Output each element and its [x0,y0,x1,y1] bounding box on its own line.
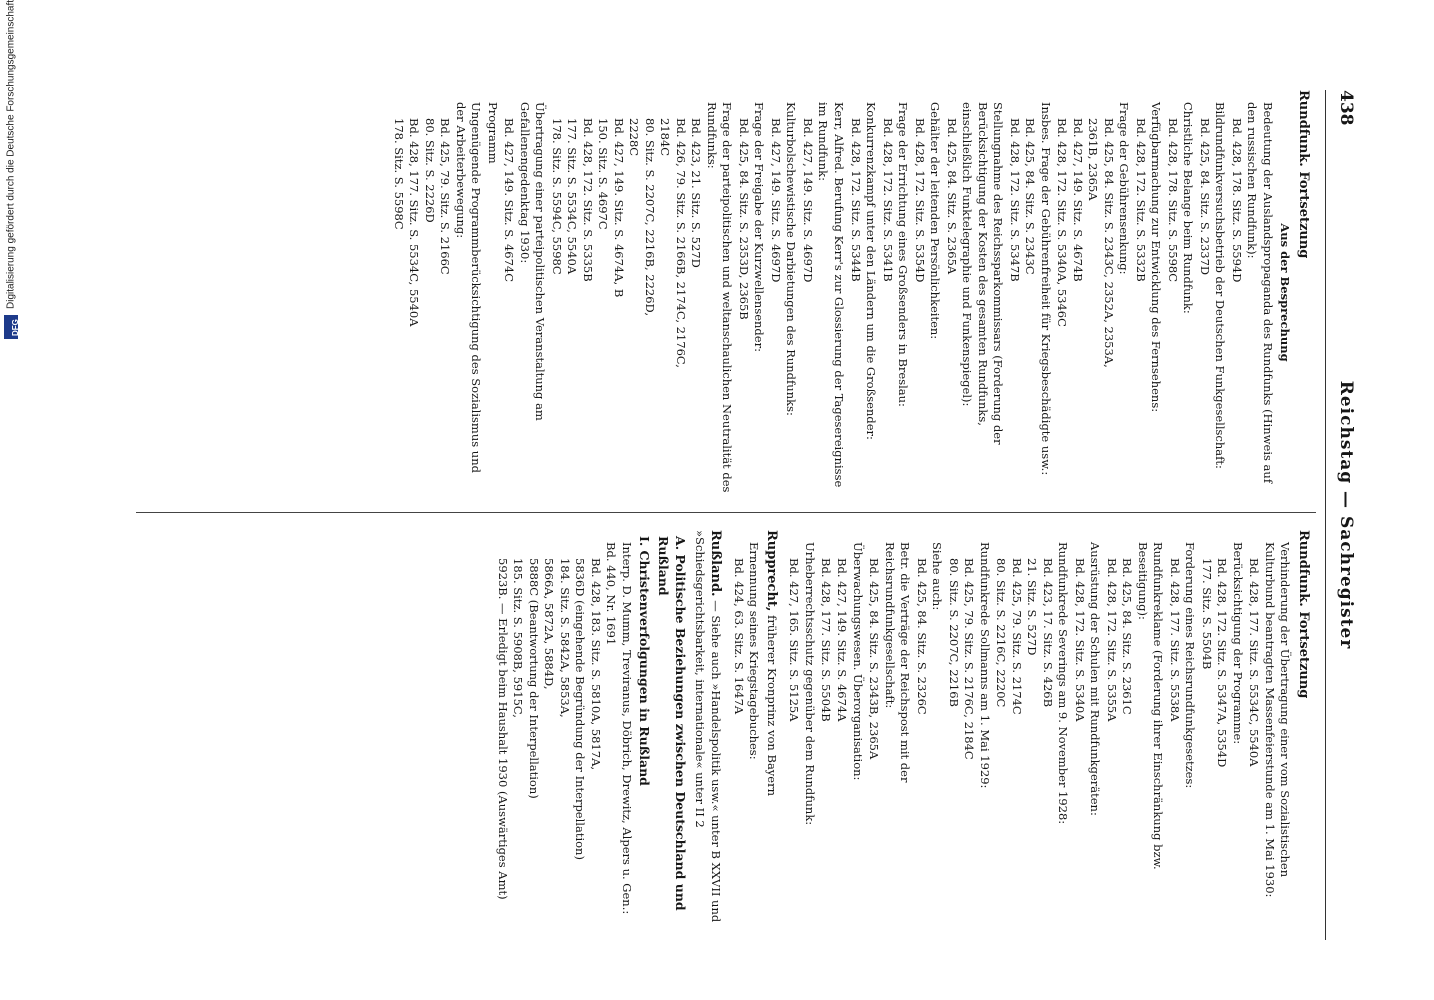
rupprecht-text: früherer Kronprinz von Bayern [764,615,779,797]
index-entry-refs: Bd. 427, 149. Sitz. S. 4674A Bd. 428, 177. Sitz. S. 5504B [819,558,850,722]
index-entry: Gehälter der leitenden Persönlichkeiten: [928,102,943,340]
index-entry-refs: Bd. 427, 149. Sitz. S. 4697D [768,118,783,283]
index-entry: Frage der Gebührensenkung: [1117,102,1132,275]
russland-heading: Rußland. [708,530,724,597]
index-entry-refs: Bd. 425, 84. Sitz. S. 2326C [914,558,929,715]
entry-heading-right: Rundfunk. Fortsetzung [1296,530,1311,699]
entry-heading: Rundfunk. Fortsetzung [1296,90,1311,259]
index-entry: Frage der Freigabe der Kurzwellensender: [752,102,767,352]
index-entry-refs: Bd. 428, 172. Sitz. S. 5332B [1133,118,1148,282]
page-header [1325,90,1360,940]
rupprecht-heading: Rupprecht, [763,530,779,612]
index-entry: Rundfunkreklame (Forderung ihrer Einschränkung bzw. Beseitigung): [1135,542,1166,870]
index-entry: Kulturbolschewistische Darbietungen des Rundfunks: [784,102,799,416]
index-entry: Programm [485,102,500,164]
index-entry-refs: Bd. 425, 79. Sitz. S. 2166C 80. Sitz. S. 2226D Bd. 428, 177. Sitz. S. 5534C, 5540A 178. Sitz. S. 5598C [391,118,453,327]
left-column [126,90,1316,495]
index-entry: Überwachungswesen. Überorganisation: [850,542,865,781]
section-a-heading: A. Politische Beziehungen zwischen Deutschland und Rußland [656,536,689,911]
index-entry-refs: Bd. 428, 172. Sitz. S. 5344B [848,118,863,282]
index-entry: Bildrundfunkversuchsbetrieb der Deutschen Funkgesellschaft: [1213,102,1228,469]
index-entry: Übertragung einer parteipolitischen Veranstaltung am Gefallenengedenktag 1930: [517,102,548,421]
index-entry-refs: Bd. 425, 84. Sitz. S. 2353D, 2365B [736,118,751,320]
section-i-heading: I. Christenverfolgungen in Rußland [636,536,652,786]
index-entry-refs: Bd. 423, 21. Sitz. S. 527D Bd. 426, 79. Sitz. S. 2166B, 2174C, 2176C, 2184C 80. Sitz. S. 2207C, 2216B, 2226D, 2228C Bd. 427, 149. Sitz. S. 4674A, B 150. Sitz. S. 4697C Bd. 428, 172. Sitz. S. 5335B 177. Sitz. S. 5534C, 5540A 178. Sitz. S. 5594C, 5598C [549,118,704,368]
index-entry-refs: Bd. 427, 149. Sitz. S. 4674C [502,118,517,283]
index-entry: Berücksichtigung der Programme: [1230,542,1245,745]
index-entry: Ungenügende Programmberücksichtigung des Sozialismus und der Arbeiterbewegung: [453,102,484,473]
left-items [390,90,1275,495]
index-entry: Verhinderung der Übertragung einer vom Sozialistischen Kulturbund beantragten Massenfeierstunde am 1. Mai 1930: [1262,542,1293,898]
index-entry: Forderung eines Reichsrundfunkgesetzes: [1183,542,1198,789]
index-entry-refs: Bd. 428, 178. Sitz. S. 5598C [1165,118,1180,283]
index-entry: Christliche Belange beim Rundfunk: [1181,102,1196,314]
index-entry-refs: Bd. 423, 17. Sitz. S. 426B 21. Sitz. S. 527D Bd. 425, 79. Sitz. S. 2174C 80. Sitz. S. 2216C, 2220C [994,558,1055,715]
right-column [126,530,1316,935]
dfg-logo: DFG [4,315,18,339]
index-entry-refs: Bd. 428, 172. Sitz. S. 5341B [880,118,895,282]
page-content [110,90,1360,940]
index-entry: Urheberrechtsschutz gegenüber dem Rundfunk: [802,542,817,826]
index-entry-refs: Bd. 428, 178. Sitz. S. 5594D [1229,118,1244,283]
index-entry: Stellungnahme des Reichssparkommissars (Forderung der Berücksichtigung der Kosten des gesamten Rundfunks, einschließlich Funktelegraphie und Funkenspiegel): [960,102,1006,445]
index-entry: Rundfunkrede Sollmanns am 1. Mai 1929: [977,542,992,789]
index-entry-refs: Bd. 425, 84. Sitz. S. 2365A [944,118,959,275]
side-notice-text: Digitalisierung gefördert durch die Deutsche Forschungsgemeinschaft [5,0,17,310]
index-entry-refs: Bd. 427, 149. Sitz. S. 4697D [800,118,815,283]
index-entry: Verfügbarmachung zur Entwicklung des Fernsehens: [1149,102,1164,413]
rupprecht-ref: Bd. 424, 63. Sitz. S. 1647A [731,558,746,715]
index-entry-refs: Bd. 428, 177. Sitz. S. 5538A [1167,558,1182,722]
interpellation: Interp. D. Mumm, Treviranus, Döbrich, Drewitz, Alpers u. Gen.: Bd. 440, Nr. 1691 [604,542,634,915]
page-number: 438 [1336,90,1356,126]
rupprecht-sub: Ernennung seines Kriegstagebuches: [747,542,762,760]
index-entry: Konkurrenzkampf unter den Ländern um die Großsender: [864,102,879,440]
rupprecht-entry [730,530,780,935]
index-entry-refs: Bd. 428, 172. Sitz. S. 5340A [1072,558,1087,722]
index-entry-refs: Bd. 425, 84. Sitz. S. 2361C Bd. 428, 172. Sitz. S. 5355A [1104,558,1135,722]
index-entry: Bedeutung der Auslandspropaganda des Rundfunks (Hinweis auf den russischen Rundfunk): [1245,102,1275,484]
running-title: Reichstag — Sachregister [1336,380,1356,650]
rotated-page [110,90,1360,940]
index-entry-refs: Bd. 427, 165. Sitz. S. 5125A [787,558,802,722]
index-entry: Frage der parteipolitischen und weltanschaulichen Neutralität des Rundfunks: [704,102,735,493]
index-entry: Rundfunkrede Severings am 9. November 1928: [1056,542,1071,825]
right-items [786,530,1293,935]
index-entry-refs: Bd. 425, 79. Sitz. S. 2176C, 2184C 80. Sitz. S. 2207C, 2216B [946,558,977,760]
index-entry: Kerr, Alfred. Berufung Kerr's zur Glossierung der Tagesereignisse im Rundfunk: [816,102,847,488]
interpellation-refs: Bd. 428, 183. Sitz. S. 5810A, 5817A, 5836D (eingehende Begründung der Interpellation) 184. Sitz. S. 5842A, 5853A, 5866A, 5872A, 5884D, 5888C (Beantwortung der Interpellation) 185. Sitz. S. 5908B, 5915C, 5923B. — Erledigt beim Haushalt 1930 (Auswärtiges Amt) [495,558,603,900]
index-entry-refs: Bd. 428, 172. Sitz. S. 5354D [912,118,927,283]
subheading: Aus der Besprechung [1278,223,1293,362]
russland-text: — Siehe auch »Handelspolitik usw.« unter B XXVII und »Schiedsgerichtsbarkeit, internationale« unter II 2 [692,530,724,923]
digitization-notice [2,0,20,1000]
index-entry-refs: Bd. 428, 177. Sitz. S. 5534C, 5540A [1247,558,1262,767]
index-entry: Siehe auch: [930,542,945,611]
index-entry: Betr. die Verträge der Reichspost mit der Reichsrundfunkgesellschaft: [882,542,913,783]
index-entry-refs: Bd. 425, 84. Sitz. S. 2337D [1197,118,1212,276]
index-entry: Ausrüstung der Schulen mit Rundfunkgeräten: [1088,542,1103,816]
russland-entry [494,530,724,935]
index-entry-refs: Bd. 425, 84. Sitz. S. 2343B, 2365A [867,558,882,760]
index-entry: Frage der Errichtung eines Großsenders in Breslau: [896,102,911,407]
index-entry-refs: Bd. 428, 172. Sitz. S. 5347A, 5354D 177. Sitz. S. 5504B [1199,558,1230,768]
column-divider [136,512,1316,513]
index-entry-refs: Bd. 425, 84. Sitz. S. 2343C, 2352A, 2353A, 2361B, 2365A Bd. 427, 149. Sitz. S. 4674B Bd. 428, 172. Sitz. S. 5340A, 5346C [1055,118,1116,368]
index-entry-refs: Bd. 425, 84. Sitz. S. 2343C Bd. 428, 172. Sitz. S. 5347B [1007,118,1038,282]
index-entry: Insbes. Frage der Gebührenfreiheit für Kriegsbeschädigte usw.: [1038,102,1053,476]
